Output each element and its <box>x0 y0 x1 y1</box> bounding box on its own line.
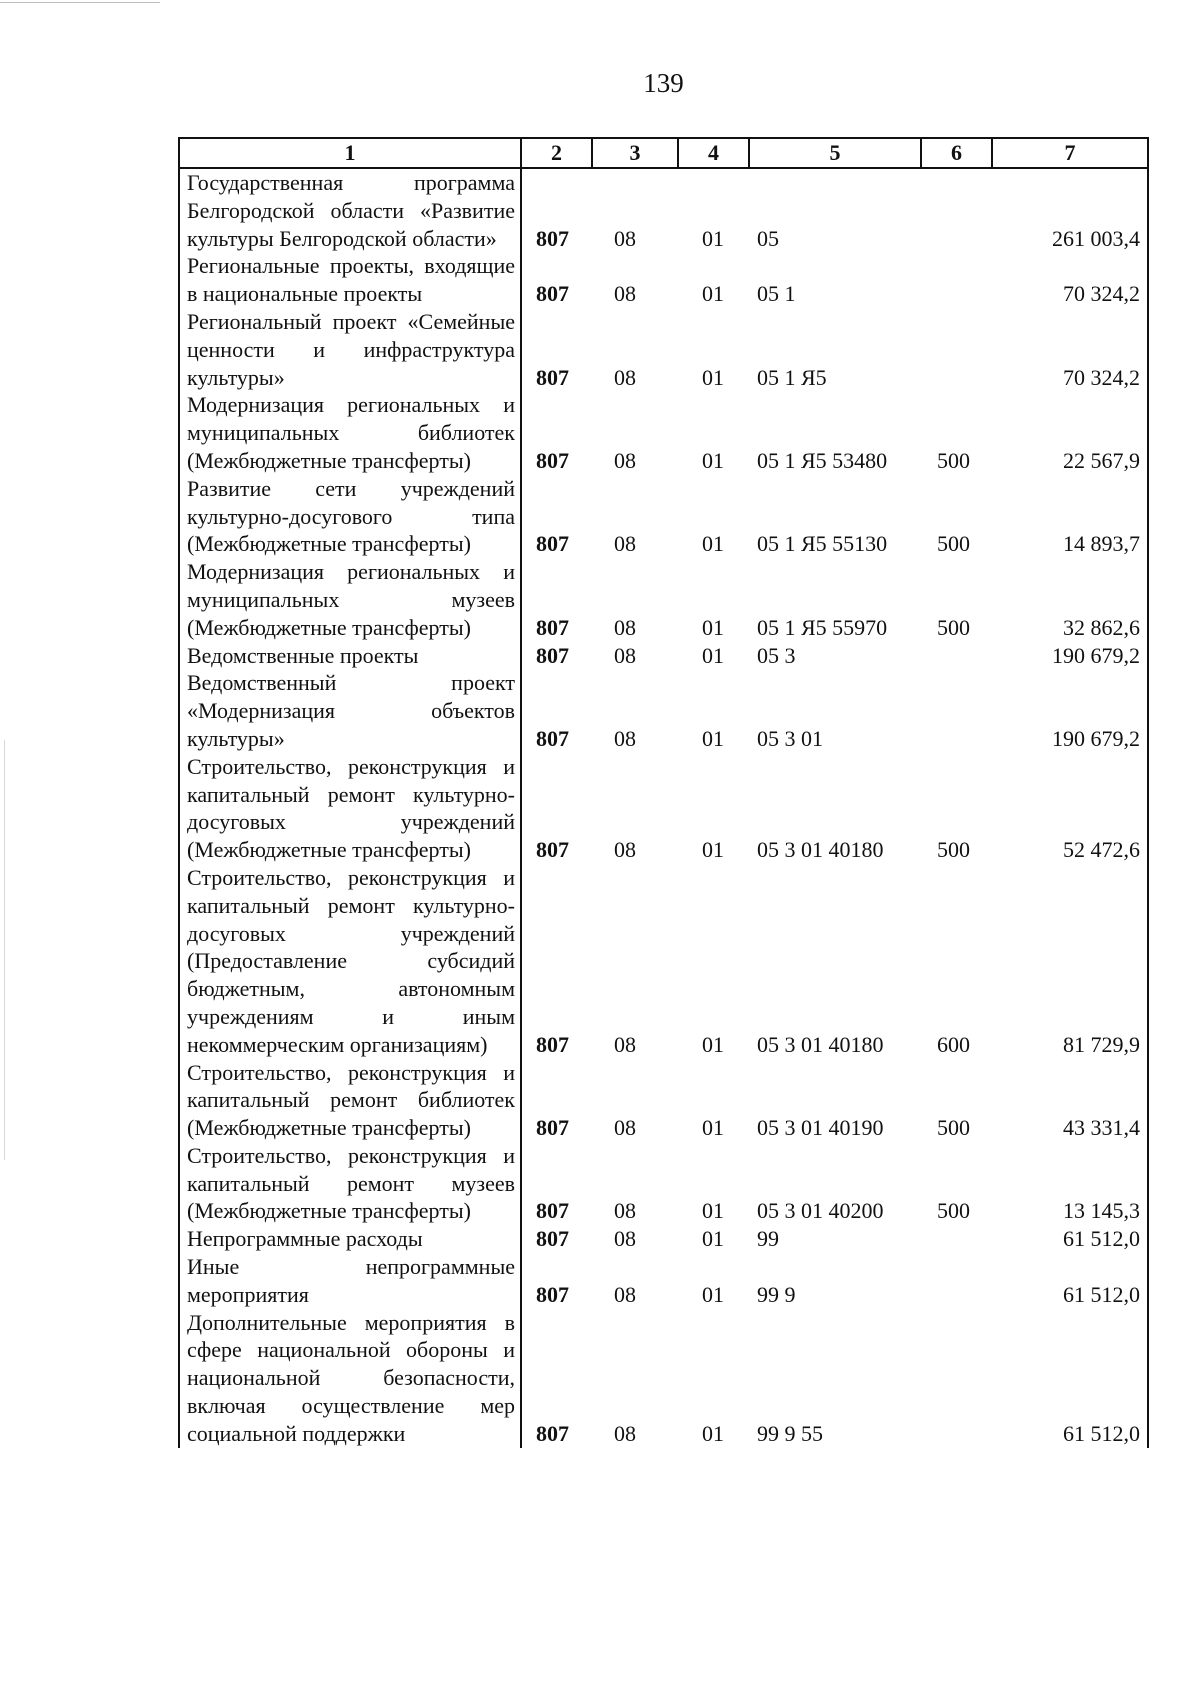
row-code-3-cell: 08 <box>614 642 636 668</box>
table-row <box>179 1225 1148 1253</box>
row-code-5-cell: 05 3 01 40180 <box>757 1031 884 1057</box>
row-code-3-cell: 08 <box>614 1198 636 1224</box>
column-header-2: 2 <box>521 138 592 168</box>
table-row <box>179 1059 1148 1142</box>
row-code-4-cell: 01 <box>702 281 724 307</box>
row-amount-cell: 61 512,0 <box>992 1253 1148 1309</box>
row-code-3-cell: 08 <box>614 614 636 640</box>
row-code-4-cell: 01 <box>702 447 724 473</box>
row-code-6-cell: 600 <box>937 1031 970 1057</box>
row-code-6-cell <box>921 642 992 670</box>
table-row <box>179 558 1148 641</box>
row-amount-cell: 61 512,0 <box>992 1309 1148 1448</box>
table-row <box>179 168 1148 252</box>
column-header-6: 6 <box>921 138 992 168</box>
row-code-6-cell: 500 <box>937 837 970 863</box>
row-code-2-cell: 807 <box>536 1281 569 1307</box>
row-code-4-cell: 01 <box>702 364 724 390</box>
row-code-3-cell: 08 <box>614 837 636 863</box>
table-header-row <box>179 138 1148 168</box>
row-code-4-cell: 01 <box>702 1281 724 1307</box>
row-code-3-cell: 08 <box>614 447 636 473</box>
row-code-3-cell: 08 <box>614 281 636 307</box>
table-row <box>179 308 1148 391</box>
row-name-cell: Дополнительные мероприятия в сфере национальной обороны и национальной безопасности, включая осуществление мер социальной поддержки <box>179 1309 521 1448</box>
row-amount-cell: 52 472,6 <box>992 753 1148 864</box>
row-code-4-cell: 01 <box>702 642 724 668</box>
row-name-cell: Ведомственные проекты <box>179 642 521 670</box>
table-row <box>179 252 1148 308</box>
row-code-3-cell: 08 <box>614 1420 636 1446</box>
row-name-cell: Развитие сети учреждений культурно-досугового типа (Межбюджетные трансферты) <box>179 475 521 558</box>
row-code-5-cell: 05 <box>757 225 779 251</box>
row-name-cell: Модернизация региональных и муниципальных библиотек (Межбюджетные трансферты) <box>179 391 521 474</box>
row-code-2-cell: 807 <box>536 614 569 640</box>
row-amount-cell: 32 862,6 <box>992 558 1148 641</box>
row-code-4-cell: 01 <box>702 1198 724 1224</box>
row-code-5-cell: 05 3 01 40180 <box>757 837 884 863</box>
row-code-2-cell: 807 <box>536 837 569 863</box>
row-code-2-cell: 807 <box>536 1420 569 1446</box>
row-code-4-cell: 01 <box>702 1420 724 1446</box>
row-code-6-cell: 500 <box>937 1198 970 1224</box>
row-amount-cell: 61 512,0 <box>992 1225 1148 1253</box>
row-code-5-cell: 05 1 <box>757 281 796 307</box>
row-code-6-cell: 500 <box>937 447 970 473</box>
row-code-5-cell: 99 9 <box>757 1281 796 1307</box>
row-code-3-cell: 08 <box>614 725 636 751</box>
row-code-4-cell: 01 <box>702 1226 724 1252</box>
row-code-6-cell <box>921 1225 992 1253</box>
scan-edge-left <box>4 740 5 1160</box>
row-name-cell: Региональные проекты, входящие в национальные проекты <box>179 252 521 308</box>
row-code-4-cell: 01 <box>702 614 724 640</box>
table-row <box>179 753 1148 864</box>
row-code-5-cell: 05 1 Я5 53480 <box>757 447 888 473</box>
table-row <box>179 642 1148 670</box>
row-code-2-cell: 807 <box>536 364 569 390</box>
row-amount-cell: 81 729,9 <box>992 864 1148 1059</box>
row-name-cell: Ведомственный проект «Модернизация объектов культуры» <box>179 669 521 752</box>
column-header-7: 7 <box>992 138 1148 168</box>
row-code-3-cell: 08 <box>614 225 636 251</box>
row-amount-cell: 70 324,2 <box>992 308 1148 391</box>
row-code-6-cell <box>921 669 992 752</box>
row-amount-cell: 190 679,2 <box>992 642 1148 670</box>
column-header-1: 1 <box>179 138 521 168</box>
row-name-cell: Строительство, реконструкция и капитальный ремонт культурно-досуговых учреждений (Предоставление субсидий бюджетным, автономным учреждениям и иным некоммерческим организациям) <box>179 864 521 1059</box>
row-name-cell: Строительство, реконструкция и капитальный ремонт музеев (Межбюджетные трансферты) <box>179 1142 521 1225</box>
row-code-5-cell: 99 9 55 <box>757 1420 823 1446</box>
row-code-2-cell: 807 <box>536 531 569 557</box>
row-code-2-cell: 807 <box>536 725 569 751</box>
row-code-6-cell: 500 <box>937 1115 970 1141</box>
row-code-2-cell: 807 <box>536 281 569 307</box>
row-code-4-cell: 01 <box>702 837 724 863</box>
row-code-2-cell: 807 <box>536 225 569 251</box>
row-code-4-cell: 01 <box>702 531 724 557</box>
table-row <box>179 669 1148 752</box>
row-code-6-cell <box>921 1309 992 1448</box>
row-code-4-cell: 01 <box>702 1031 724 1057</box>
row-code-6-cell <box>921 308 992 391</box>
row-code-4-cell: 01 <box>702 725 724 751</box>
table-body <box>179 168 1148 1448</box>
row-code-2-cell: 807 <box>536 642 569 668</box>
row-code-5-cell: 05 1 Я5 55970 <box>757 614 888 640</box>
row-code-2-cell: 807 <box>536 447 569 473</box>
row-code-6-cell <box>921 252 992 308</box>
scan-edge-top <box>0 2 160 3</box>
row-code-3-cell: 08 <box>614 364 636 390</box>
row-code-2-cell: 807 <box>536 1115 569 1141</box>
row-code-5-cell: 05 3 01 <box>757 725 823 751</box>
column-header-4: 4 <box>678 138 749 168</box>
row-code-6-cell <box>921 168 992 252</box>
row-amount-cell: 13 145,3 <box>992 1142 1148 1225</box>
table-row <box>179 391 1148 474</box>
row-name-cell: Модернизация региональных и муниципальных музеев (Межбюджетные трансферты) <box>179 558 521 641</box>
row-code-2-cell: 807 <box>536 1226 569 1252</box>
row-code-3-cell: 08 <box>614 1115 636 1141</box>
budget-table-container <box>178 137 1147 1448</box>
row-code-5-cell: 05 3 <box>757 642 796 668</box>
row-code-2-cell: 807 <box>536 1031 569 1057</box>
table-row <box>179 475 1148 558</box>
row-code-5-cell: 99 <box>757 1226 779 1252</box>
page-number: 139 <box>643 68 684 98</box>
row-code-6-cell <box>921 1253 992 1309</box>
row-amount-cell: 261 003,4 <box>992 168 1148 252</box>
row-code-5-cell: 05 1 Я5 55130 <box>757 531 888 557</box>
row-code-4-cell: 01 <box>702 225 724 251</box>
row-amount-cell: 70 324,2 <box>992 252 1148 308</box>
row-amount-cell: 14 893,7 <box>992 475 1148 558</box>
row-code-5-cell: 05 3 01 40200 <box>757 1198 884 1224</box>
row-amount-cell: 190 679,2 <box>992 669 1148 752</box>
row-code-5-cell: 05 1 Я5 <box>757 364 827 390</box>
row-code-3-cell: 08 <box>614 531 636 557</box>
budget-table <box>178 137 1149 1448</box>
row-name-cell: Строительство, реконструкция и капитальный ремонт культурно-досуговых учреждений (Межбюджетные трансферты) <box>179 753 521 864</box>
row-amount-cell: 22 567,9 <box>992 391 1148 474</box>
row-amount-cell: 43 331,4 <box>992 1059 1148 1142</box>
row-code-5-cell: 05 3 01 40190 <box>757 1115 884 1141</box>
table-row <box>179 864 1148 1059</box>
row-name-cell: Непрограммные расходы <box>179 1225 521 1253</box>
row-code-3-cell: 08 <box>614 1226 636 1252</box>
table-row <box>179 1142 1148 1225</box>
row-code-6-cell: 500 <box>937 531 970 557</box>
table-row <box>179 1253 1148 1309</box>
row-code-3-cell: 08 <box>614 1031 636 1057</box>
row-name-cell: Иные непрограммные мероприятия <box>179 1253 521 1309</box>
row-code-3-cell: 08 <box>614 1281 636 1307</box>
row-code-4-cell: 01 <box>702 1115 724 1141</box>
row-name-cell: Государственная программа Белгородской области «Развитие культуры Белгородской области» <box>179 168 521 252</box>
row-code-2-cell: 807 <box>536 1198 569 1224</box>
column-header-3: 3 <box>592 138 678 168</box>
table-row <box>179 1309 1148 1448</box>
column-header-5: 5 <box>749 138 921 168</box>
row-name-cell: Строительство, реконструкция и капитальный ремонт библиотек (Межбюджетные трансферты) <box>179 1059 521 1142</box>
row-name-cell: Региональный проект «Семейные ценности и инфраструктура культуры» <box>179 308 521 391</box>
row-code-6-cell: 500 <box>937 614 970 640</box>
